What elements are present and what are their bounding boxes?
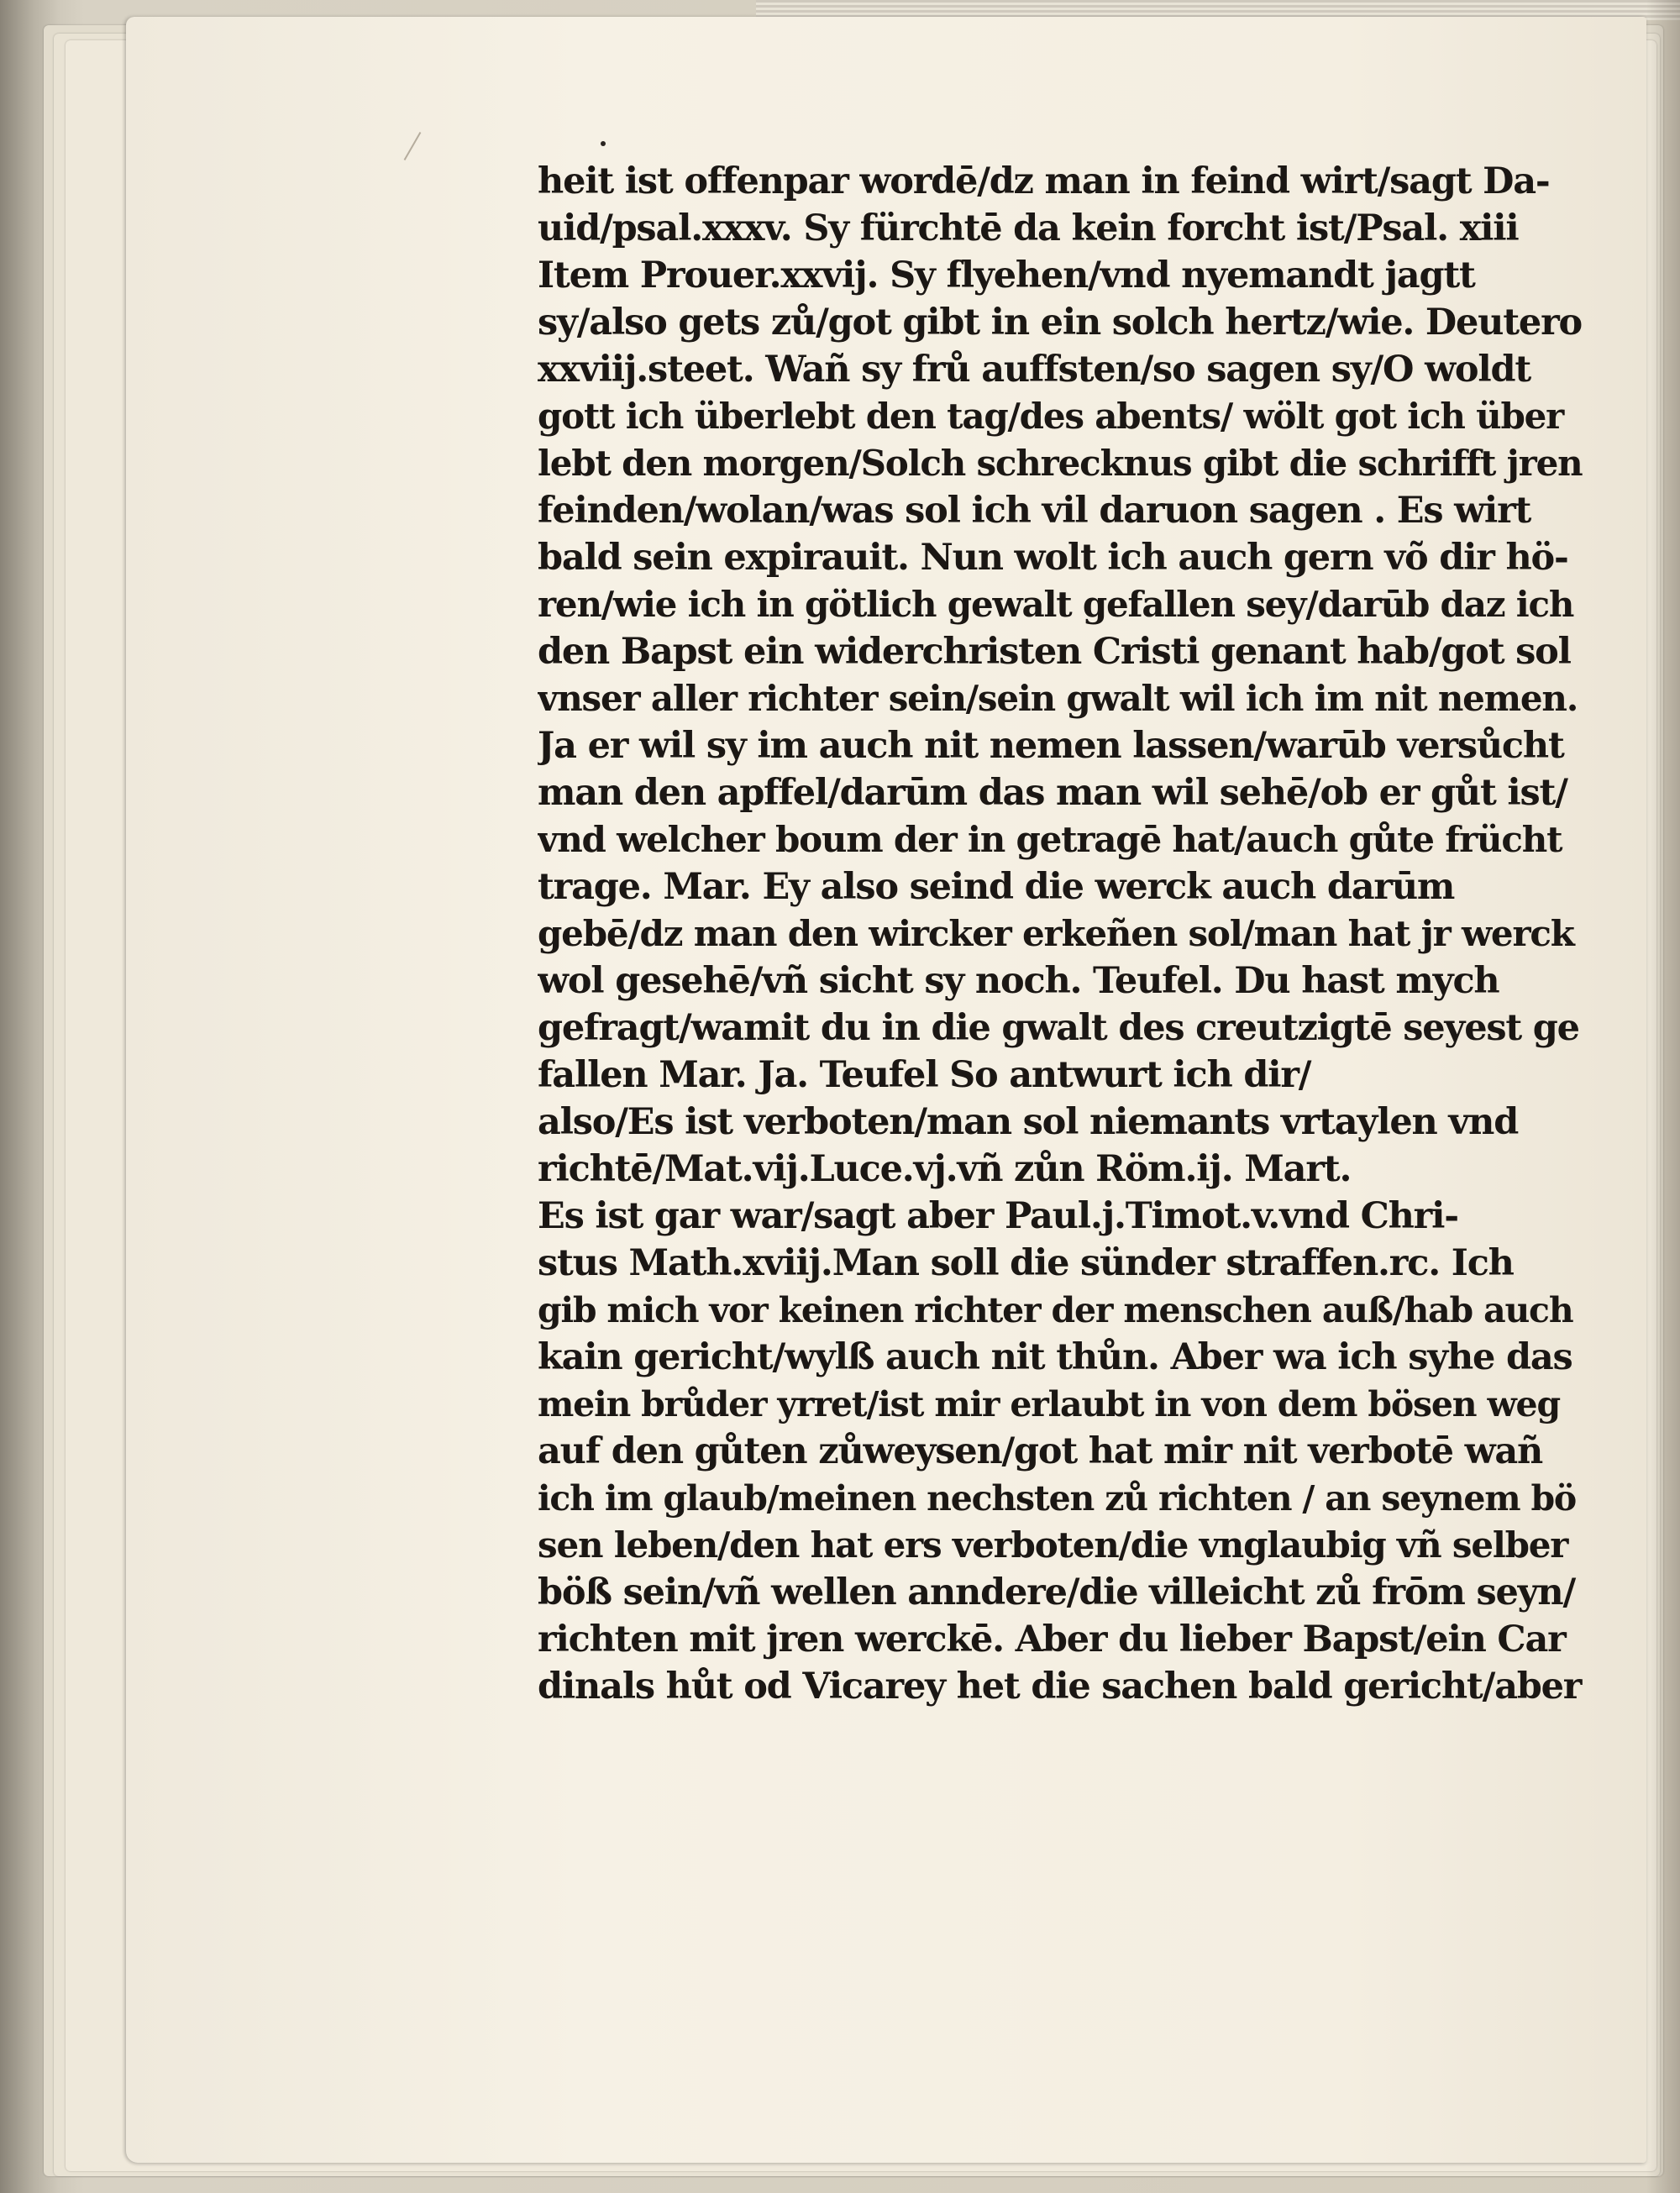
text-line: uid/psal.xxxv. Sy fürchtē da kein forcht ist/Psal. xiii bbox=[538, 207, 1519, 249]
text-line: sy/also gets zů/got gibt in ein solch hertz/wie. Deutero bbox=[538, 302, 1582, 344]
text-line: also/Es ist verboten/man sol niemants vrtaylen vnd bbox=[538, 1101, 1519, 1143]
text-line: sen leben/den hat ers verboten/die vnglaubig vñ selber bbox=[538, 1524, 1568, 1566]
text-line: böß sein/vñ wellen anndere/die villeicht zů frōm seyn/ bbox=[538, 1571, 1576, 1613]
text-line: trage. Mar. Ey also seind die werck auch darūm bbox=[538, 866, 1455, 908]
binding-shadow bbox=[1646, 0, 1680, 2193]
text-line: ich im glaub/meinen nechsten zů richten / an seynem bö bbox=[538, 1478, 1577, 1519]
text-line: lebt den morgen/Solch schrecknus gibt die schrifft jren bbox=[538, 443, 1583, 484]
text-line: feinden/wolan/was sol ich vil daruon sagen . Es wirt bbox=[538, 490, 1531, 532]
text-line: ren/wie ich in götlich gewalt gefallen sey/darūb daz ich bbox=[538, 584, 1574, 625]
text-line: man den apffel/darūm das man wil sehē/ob er gůt ist/ bbox=[538, 772, 1567, 814]
text-line: mein brůder yrret/ist mir erlaubt in von dem bösen weg bbox=[538, 1384, 1560, 1424]
text-line: gib mich vor keinen richter der menschen auß/hab auch bbox=[538, 1290, 1573, 1330]
text-line: richtē/Mat.vij.Luce.vj.vñ zůn Röm.ij. Mart. bbox=[538, 1148, 1352, 1190]
text-line: heit ist offenpar wordē/dz man in feind wirt/sagt Da- bbox=[538, 160, 1550, 202]
text-line: bald sein expirauit. Nun wolt ich auch gern võ dir hö- bbox=[538, 537, 1568, 579]
text-line: wol gesehē/vñ sicht sy noch. Teufel. Du hast mych bbox=[538, 960, 1499, 1002]
ink-dot bbox=[601, 141, 606, 146]
text-line: dinals hůt od Vicarey het die sachen bald gericht/aber bbox=[538, 1666, 1582, 1708]
text-line: Es ist gar war/sagt aber Paul.j.Timot.v.vnd Chri- bbox=[538, 1195, 1458, 1237]
text-line: kain gericht/wylß auch nit thůn. Aber wa ich syhe das bbox=[538, 1336, 1572, 1378]
text-line: auf den gůten zůweysen/got hat mir nit verbotē wañ bbox=[538, 1430, 1543, 1472]
text-line: stus Math.xviij.Man soll die sünder straffen.rc. Ich bbox=[538, 1242, 1514, 1284]
text-line: fallen Mar. Ja. Teufel So antwurt ich dir/ bbox=[538, 1054, 1311, 1096]
text-line: gefragt/wamit du in die gwalt des creutzigtē seyest ge bbox=[538, 1007, 1579, 1049]
text-line: Item Prouer.xxvij. Sy flyehen/vnd nyemandt jagtt bbox=[538, 254, 1475, 296]
text-line: gebē/dz man den wircker erkeñen sol/man hat jr werck bbox=[538, 913, 1574, 954]
text-line: den Bapst ein widerchristen Cristi genant hab/got sol bbox=[538, 631, 1571, 673]
text-line: richten mit jren werckē. Aber du lieber Bapst/ein Car bbox=[538, 1619, 1566, 1660]
text-line: xxviij.steet. Wañ sy frů auffsten/so sagen sy/O woldt bbox=[538, 349, 1531, 391]
text-line: Ja er wil sy im auch nit nemen lassen/warūb versůcht bbox=[538, 725, 1564, 767]
pencil-mark bbox=[404, 132, 422, 160]
text-line: vnd welcher boum der in getragē hat/auch gůte frücht bbox=[538, 819, 1562, 860]
text-line: gott ich überlebt den tag/des abents/ wölt got ich über bbox=[538, 396, 1564, 437]
text-block bbox=[538, 158, 1583, 1710]
text-line: vnser aller richter sein/sein gwalt wil ich im nit nemen. bbox=[538, 678, 1578, 719]
